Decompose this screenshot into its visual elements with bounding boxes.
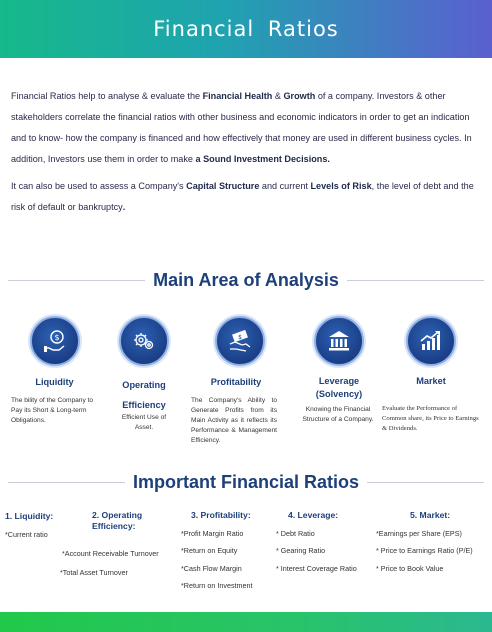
intro-text: [11, 86, 481, 218]
body-text: of a company. Investors & other stakeholders correlate the financial ratios with other business and economic indicators in order to get an indication and to know- how the company is financed and how effectively that money are used in different business cycles. In addition, Investors use them in order to make: [11, 91, 472, 164]
body-text: It can also be used to assess a Company's: [11, 181, 187, 191]
ratios-section-title: [0, 472, 492, 493]
page-header: [0, 0, 492, 58]
analysis-heading: Main Area of Analysis: [153, 270, 339, 290]
ratio-item: *Current ratio: [5, 530, 48, 539]
money-hand-icon: [30, 316, 80, 366]
area-title-leverage: Leverage (Solvency): [315, 376, 363, 399]
ratio-item: *Return on Equity: [181, 546, 238, 555]
svg-text:$: $: [238, 334, 242, 341]
body-text: and current: [259, 181, 311, 191]
area-desc-leverage: Knowing the Financial Structure of a Company.: [302, 406, 374, 423]
area-desc-profitability: The Company's Ability to Generate Profits from its Main Activity as it reflects its Performance & Management Efficiency.: [191, 397, 277, 444]
emphasis-text: a Sound Investment Decisions.: [195, 154, 330, 164]
ratio-item: *Total Asset Turnover: [60, 568, 128, 577]
ratio-item: * Debt Ratio: [276, 529, 315, 538]
divider: [8, 482, 125, 483]
divider: [367, 482, 484, 483]
ratio-item: *Cash Flow Margin: [181, 564, 242, 573]
intro-paragraph-2: [11, 176, 481, 218]
area-title-operating-efficiency: Operating Efficiency: [122, 380, 166, 410]
gears-icon: [119, 316, 169, 366]
ratio-group-profitability: 3. Profitability:: [191, 510, 251, 520]
ratio-group-leverage: 4. Leverage:: [288, 510, 339, 520]
cash-hand-icon: [215, 316, 265, 366]
emphasis-text: .: [122, 202, 126, 212]
page-title: Financial Ratios: [153, 17, 339, 41]
ratios-heading: Important Financial Ratios: [132, 472, 360, 492]
ratio-item: * Price to Earnings Ratio (P/E): [376, 546, 473, 555]
area-title-liquidity: Liquidity: [35, 377, 74, 387]
area-desc-operating-efficiency: Efficient Use of Asset.: [121, 414, 167, 431]
body-text: , the level of debt and the risk of default or bankruptcy: [11, 181, 474, 212]
page-footer-bar: [0, 612, 492, 632]
analysis-section-title: [0, 270, 492, 291]
ratio-group-liquidity: 1. Liquidity:: [5, 511, 54, 521]
area-title-market: Market: [416, 376, 446, 386]
emphasis-text: Levels of Risk: [310, 181, 372, 191]
ratio-item: * Price to Book Value: [376, 564, 444, 573]
area-title-profitability: Profitability: [210, 377, 262, 387]
body-text: Financial Ratios help to analyse & evaluate the: [11, 91, 203, 101]
ratio-item: *Profit Margin Ratio: [181, 529, 244, 538]
divider: [347, 280, 484, 281]
ratio-item: *Return on Investment: [181, 581, 253, 590]
emphasis-text: Financial Health: [202, 91, 273, 101]
emphasis-text: Capital Structure: [186, 181, 260, 191]
divider: [8, 280, 145, 281]
growth-chart-icon: [406, 316, 456, 366]
area-desc-liquidity: The bility of the Company to Pay its Short & Long-term Obligations.: [11, 397, 94, 424]
bank-building-icon: [314, 316, 364, 366]
ratio-item: *Account Receivable Turnover: [62, 549, 159, 558]
intro-paragraph-1: [11, 86, 481, 170]
body-text: &: [272, 91, 284, 101]
ratio-group-market: 5. Market:: [410, 510, 451, 520]
ratio-item: *Earnings per Share (EPS): [376, 529, 462, 538]
ratio-item: * Gearing Ratio: [276, 546, 326, 555]
ratio-group-operating-efficiency: 2. Operating Efficiency:: [92, 510, 143, 531]
svg-text:$: $: [54, 333, 60, 342]
area-desc-market: Evaluate the Performance of Common share, its Price to Earnings & Dividends.: [382, 405, 479, 432]
ratio-item: * Interest Coverage Ratio: [276, 564, 357, 573]
emphasis-text: Growth: [283, 91, 316, 101]
